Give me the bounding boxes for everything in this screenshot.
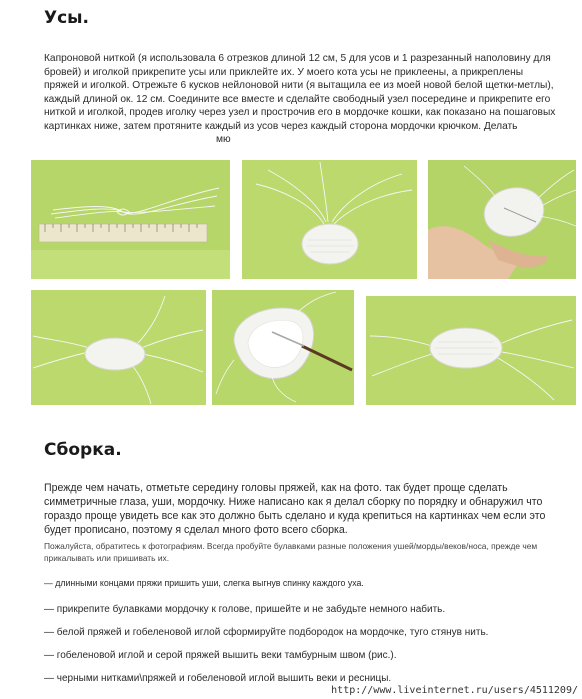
assembly-note: Пожалуйста, обратитесь к фотографиям. Всегда пробуйте булавками разные положения ушей/морды/веков/носа, прежде чем прикалывать или пришивать их. xyxy=(44,541,538,563)
photo-whiskers-on-muzzle xyxy=(242,160,417,279)
bullet-pin-muzzle: — прикрепите булавками мордочку к голове, пришейте и не забудьте немного набить. xyxy=(44,604,446,615)
assembly-paragraph: Прежде чем начать, отметьте середину головы пряжей, как на фото. так будет проще сделать симметричные глаза, уши, мордочку. Ниже написано как я делал сборку по порядку и обнаружил что гораздо проще увидеть все как это должно быть сделано и куда крепиться на картинках чем если это будет прописано, поэтому я сделал много фото всего сборка. xyxy=(44,482,546,536)
photo-whiskers-in-hand xyxy=(428,160,576,279)
footer-url: http://www.liveinternet.ru/users/4511209/ xyxy=(331,685,578,696)
section-title-whiskers: Усы. xyxy=(44,8,90,28)
bullet-ears: — длинными концами пряжи пришить уши, слегка выгнув спинку каждого уха. xyxy=(44,578,364,588)
bullet-eyelids-black: — черными нитками\пряжей и гобеленовой иглой вышить веки и ресницы. xyxy=(44,673,392,684)
photo-muzzle-with-whiskers xyxy=(31,290,206,405)
section-title-assembly: Сборка. xyxy=(44,440,122,460)
photo-hook-through-muzzle xyxy=(212,290,354,405)
bullet-eyelids-grey: — гобеленовой иглой и серой пряжей вышить веки тамбурным швом (рис.). xyxy=(44,650,397,661)
whiskers-paragraph: Капроновой ниткой (я использовала 6 отрезков длиной 12 см, 5 для усов и 1 разрезанный наполовину для бровей) и иголкой прикрепите усы или приклейте их. У моего кота усы не приклеены, а прикреплены пряжей и иголкой. Отрежьте 6 кусков нейлоновой нити (я вытащила ее из моей новой белой щетки-метлы), каждый длиной ок. 12 см. Соедините все вместе и сделайте свободный узел посередине и прикрепите его ниткой и иголкой, продев иголку через узел и прострочив его в мордочке кошки, как показано на пошаговых картинках ниже, затем протяните каждый из усов через каждый сторона мордочки крючком. Делать xyxy=(44,53,556,132)
photo-whiskers-knot-ruler xyxy=(31,160,230,279)
photo-muzzle-whiskers-done xyxy=(366,296,576,405)
bullet-chin: — белой пряжей и гобеленовой иглой сформируйте подбородок на мордочке, туго стянув нить. xyxy=(44,627,489,638)
whiskers-paragraph-tail: мю xyxy=(216,134,231,145)
